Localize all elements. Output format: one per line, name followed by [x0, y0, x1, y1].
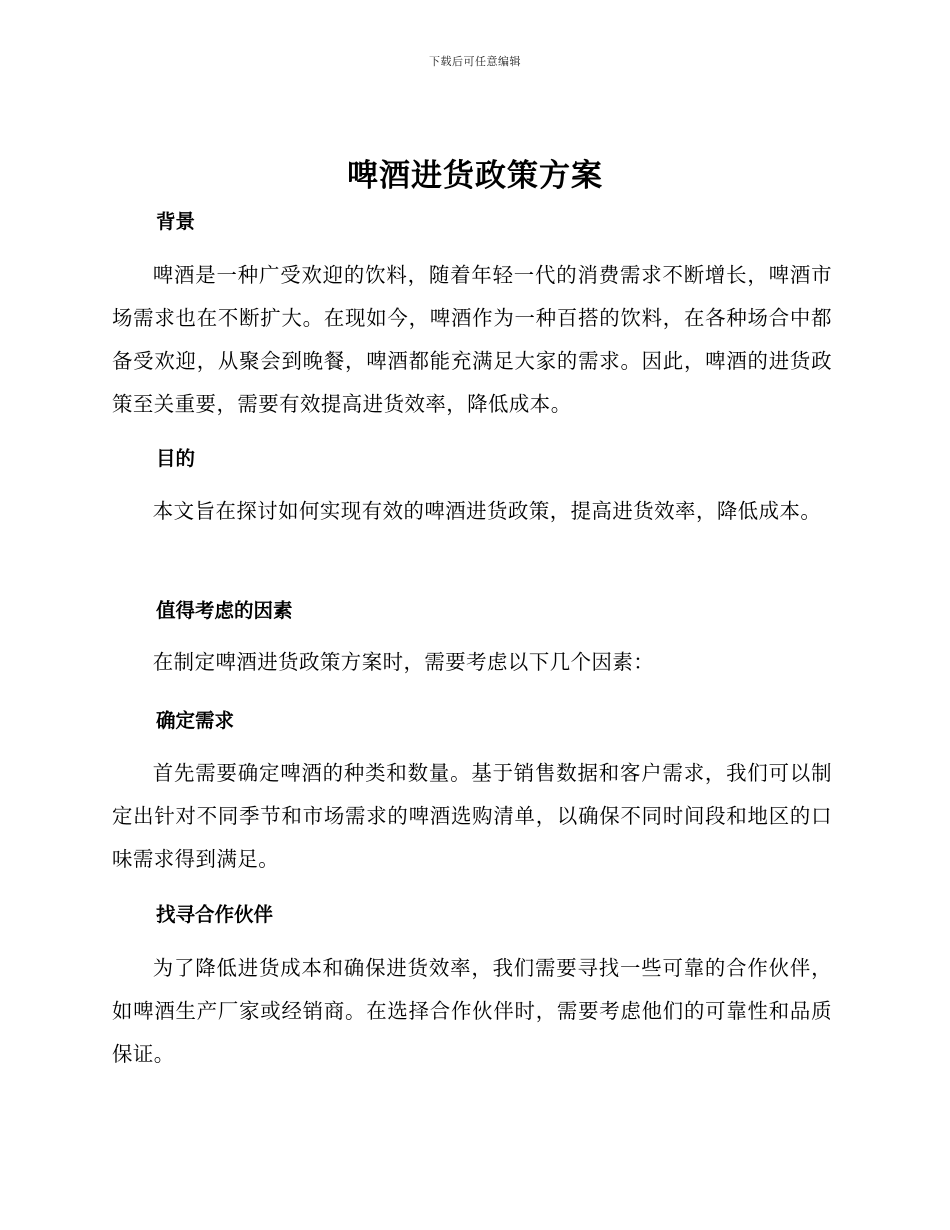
document-title: 啤酒进货政策方案 [347, 158, 603, 194]
section-paragraph-factors: 在制定啤酒进货政策方案时，需要考虑以下几个因素： [152, 650, 655, 674]
section-paragraph-purpose: 本文旨在探讨如何实现有效的啤酒进货政策，提高进货效率，降低成本。 [152, 499, 822, 523]
header-note: 下载后可任意编辑 [429, 55, 521, 68]
section-heading-partners: 找寻合作伙伴 [156, 903, 274, 926]
section-paragraph-demand: 首先需要确定啤酒的种类和数量。基于销售数据和客户需求，我们可以制定出针对不同季节和市场需求的啤酒选购清单，以确保不同时间段和地区的口味需求得到满足。 [112, 761, 832, 871]
section-paragraph-partners: 为了降低进货成本和确保进货效率，我们需要寻找一些可靠的合作伙伴，如啤酒生产厂家或经销商。在选择合作伙伴时，需要考虑他们的可靠性和品质保证。 [112, 956, 832, 1066]
section-heading-purpose: 目的 [156, 447, 196, 470]
section-heading-background: 背景 [156, 210, 196, 233]
section-heading-factors: 值得考虑的因素 [156, 599, 293, 622]
section-heading-demand: 确定需求 [156, 709, 235, 732]
section-paragraph-background: 啤酒是一种广受欢迎的饮料，随着年轻一代的消费需求不断增长，啤酒市场需求也在不断扩大。在现如今，啤酒作为一种百搭的饮料，在各种场合中都备受欢迎，从聚会到晚餐，啤酒都能充满足大家的需求。因此，啤酒的进货政策至关重要，需要有效提高进货效率，降低成本。 [112, 263, 832, 416]
